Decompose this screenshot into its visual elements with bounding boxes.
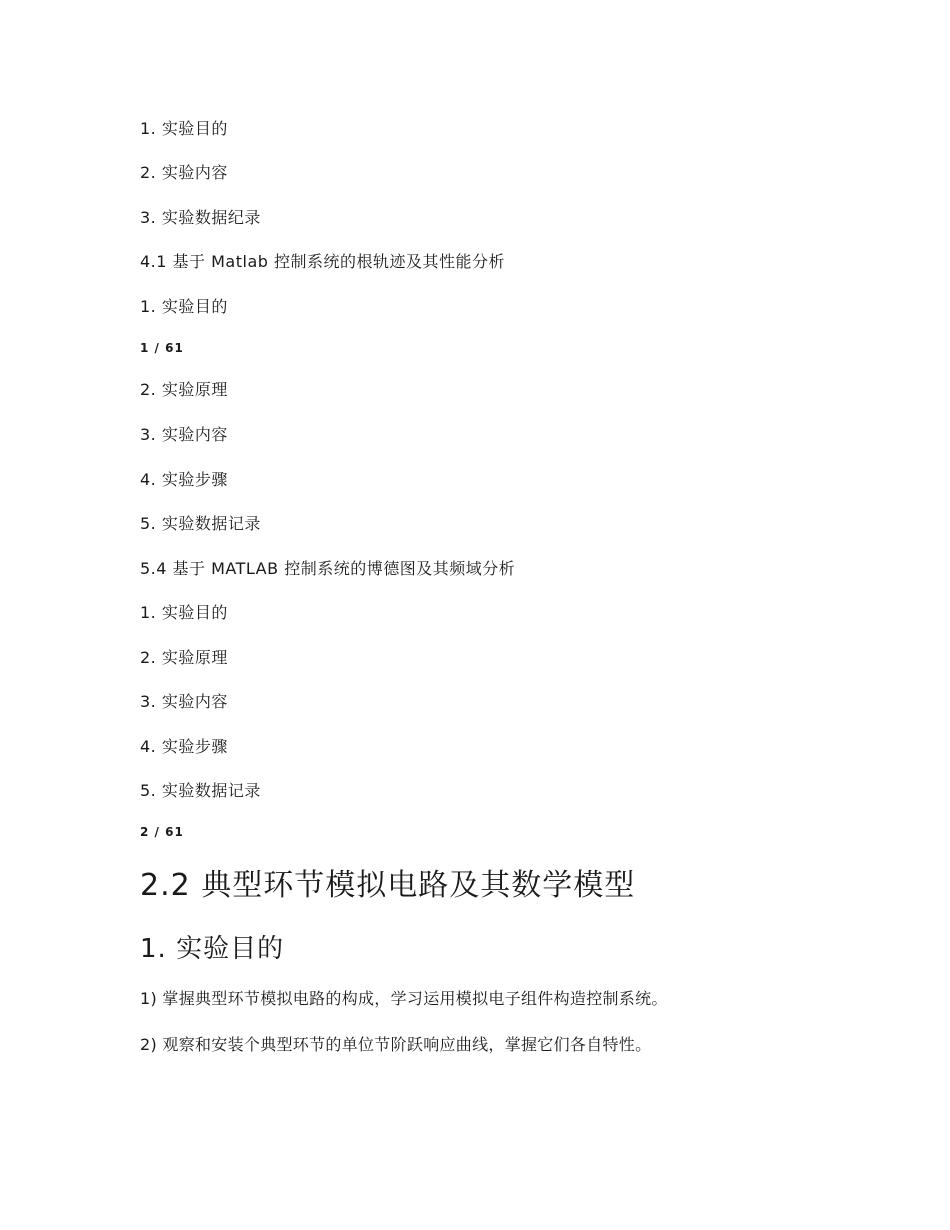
toc-entry[interactable]: 5.4 基于 MATLAB 控制系统的博德图及其频域分析 — [140, 559, 516, 578]
toc-entry[interactable]: 1. 实验目的 — [140, 119, 228, 138]
toc-entry[interactable]: 4. 实验步骤 — [140, 470, 228, 489]
toc-entry[interactable]: 3. 实验内容 — [140, 425, 228, 444]
toc-entry[interactable]: 3. 实验内容 — [140, 692, 228, 711]
toc-entry[interactable]: 4.1 基于 Matlab 控制系统的根轨迹及其性能分析 — [140, 252, 505, 271]
toc-entry[interactable]: 2. 实验内容 — [140, 163, 228, 182]
page-number: 1 / 61 — [140, 341, 184, 355]
toc-entry[interactable]: 3. 实验数据纪录 — [140, 208, 261, 227]
body-paragraph: 2) 观察和安装个典型环节的单位节阶跃响应曲线，掌握它们各自特性。 — [140, 1035, 652, 1054]
toc-entry[interactable]: 1. 实验目的 — [140, 297, 228, 316]
toc-entry[interactable]: 5. 实验数据记录 — [140, 514, 261, 533]
toc-entry[interactable]: 2. 实验原理 — [140, 648, 228, 667]
toc-entry[interactable]: 1. 实验目的 — [140, 603, 228, 622]
toc-entry[interactable]: 4. 实验步骤 — [140, 737, 228, 756]
section-title: 2.2 典型环节模拟电路及其数学模型 — [140, 868, 636, 903]
toc-entry[interactable]: 5. 实验数据记录 — [140, 781, 261, 800]
toc-entry[interactable]: 2. 实验原理 — [140, 380, 228, 399]
body-paragraph: 1) 掌握典型环节模拟电路的构成，学习运用模拟电子组件构造控制系统。 — [140, 989, 668, 1008]
subsection-title: 1. 实验目的 — [140, 934, 285, 964]
page-number: 2 / 61 — [140, 825, 184, 839]
